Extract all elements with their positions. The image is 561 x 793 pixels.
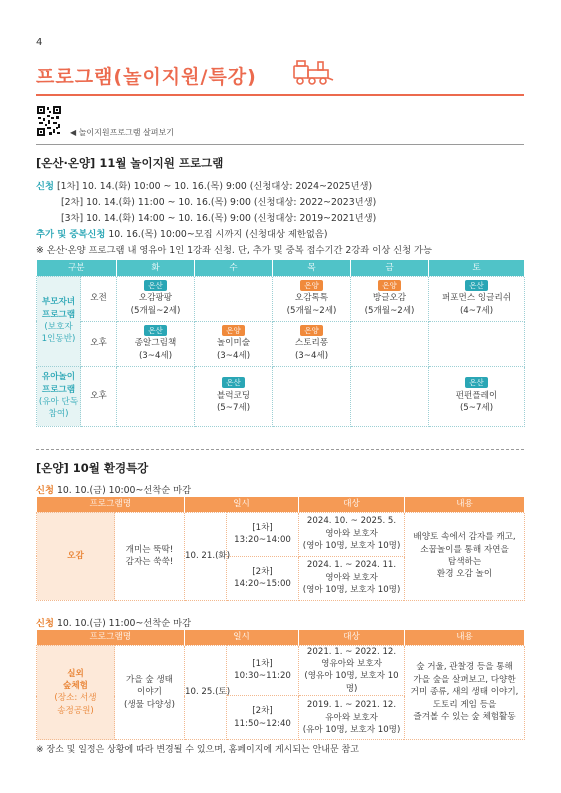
lecture1-table [36,497,525,601]
apply-text: 10. 10.(금) 10:00~선착순 마감 [56,485,192,496]
lecture-date: 10. 21.(화) [185,512,227,600]
col-header-datetime: 일시 [185,630,299,645]
lecture2-table [36,630,525,740]
session2-target: 2019. 1. ~ 2021. 12. 유아와 보호자 (유아 10명, 보호자 10명) [299,696,405,740]
apply-text: 10. 10.(금) 11:00~선착순 마감 [56,618,192,629]
session1-target: 2021. 1. ~ 2022. 12. 영유아와 보호자 (영유아 10명, 보호자 10명) [299,645,405,696]
program-age: (4~7세) [459,305,494,316]
train-icon [292,58,336,86]
program-age: (3~4세) [294,350,329,361]
lecture2-apply-line [36,615,191,629]
page-number: 4 [36,37,43,48]
time-am: 오전 [81,276,117,321]
col-header-thu: 목 [273,260,351,276]
col-header-program: 프로그램명 [37,497,185,512]
cell-g1-am-sat[interactable] [429,276,525,321]
col-header-target: 대상 [299,497,405,512]
apply-label: 신청 [36,181,54,192]
qr-link-label[interactable]: ◀ 놀이지원프로그램 살펴보기 [70,128,174,137]
lecture-place: (장소: 서생 송정공원) [54,693,97,716]
col-header-fri: 금 [351,260,429,276]
location-badge: 온양 [300,325,323,336]
extra-apply-line [36,226,327,240]
cell-g1-am-tue[interactable] [117,276,195,321]
program-age: (3~4세) [138,350,173,361]
col-header-wed: 수 [195,260,273,276]
location-badge: 온양 [300,280,323,291]
lecture-content: 배양토 속에서 감자를 캐고, 소꿉놀이를 통해 자연을 탐색하는 환경 오감 놀이 [405,512,525,600]
lecture1-apply-line [36,482,191,496]
group-title: 유아놀이 프로그램 [41,372,76,395]
time-pm: 오후 [81,366,117,426]
col-header-program: 프로그램명 [37,630,185,645]
section-divider [36,144,524,145]
program-age: (5개월~2세) [364,305,415,316]
session1-time: [1차] 13:20~14:00 [227,512,299,556]
lecture-content: 숲 거울, 관찰경 등을 통해 가을 숲을 살펴보고, 다양한 거미 종류, 새의 생태 이야기, 도토리 게임 등을 즐겨볼 수 있는 숲 체험활동 [405,645,525,740]
location-badge: 온양 [378,280,401,291]
session1-time: [1차] 10:30~11:20 [227,645,299,696]
program-name: 펀펀플레이 [455,390,498,401]
location-badge: 온산 [465,377,488,388]
lecture-name-cell [37,645,115,740]
qr-code-icon[interactable] [37,106,61,136]
cell-g1-am-fri[interactable] [351,276,429,321]
location-badge: 온산 [144,325,167,336]
lecture-name: 실외 숲체험 [63,668,88,691]
program-name: 방글오감 [372,293,407,304]
cell-g1-am-wed [195,276,273,321]
apply-label: 신청 [36,485,54,496]
cell-g1-pm-thu[interactable] [273,321,351,366]
group-child-play [37,366,81,426]
page-title: 프로그램(놀이지원/특강) [36,66,257,88]
program-age: (5개월~2세) [130,305,181,316]
group-parent-child [37,276,81,366]
bottom-note: ※ 장소 및 일정은 상황에 따라 변경될 수 있으며, 홈페이지에 게시되는 안내문 참고 [36,745,359,755]
group-title: 부모자녀 프로그램 [41,297,76,320]
table-row [37,512,525,556]
apply-line-1 [36,178,372,192]
cell-g1-pm-wed[interactable] [195,321,273,366]
location-badge: 온산 [222,377,245,388]
program-table [36,260,525,427]
cell-g1-am-thu[interactable] [273,276,351,321]
program-name: 스토리퐁 [294,338,329,349]
extra-apply-label: 추가 및 중복신청 [36,229,106,240]
table-row [37,366,525,426]
cell-g2-pm-thu [273,366,351,426]
cell-g2-pm-wed[interactable] [195,366,273,426]
location-badge: 온양 [222,325,245,336]
program-age: (5~7세) [459,403,494,414]
program-name: 놀이미술 [216,338,251,349]
program-name: 오감톡톡 [294,293,329,304]
table-row [37,276,525,321]
table-row [37,645,525,696]
apply-label: 신청 [36,618,54,629]
lecture-subtitle: 개미는 뚝딱! 감자는 쑥쑥! [115,512,185,600]
cell-g2-pm-tue [117,366,195,426]
lecture-date: 10. 25.(토) [185,645,227,740]
time-pm: 오후 [81,321,117,366]
col-header-sat: 토 [429,260,525,276]
apply-round-1: [1차] 10. 14.(화) 10:00 ~ 10. 16.(목) 9:00 (신청대상: 2024~2025년생) [56,181,373,192]
group-subtitle: (보호자 1인동반) [41,322,76,345]
program-age: (3~4세) [216,350,251,361]
cell-g2-pm-sat[interactable] [429,366,525,426]
program-name: 블럭코딩 [216,390,251,401]
session2-target: 2024. 1. ~ 2024. 11. 영아와 보호자 (영아 10명, 보호자 10명) [299,556,405,600]
apply-round-3: [3차] 10. 14.(화) 14:00 ~ 10. 16.(목) 9:00 (신청대상: 2019~2021년생) [61,213,377,224]
col-header-target: 대상 [299,630,405,645]
program-name: 종알그림책 [134,338,177,349]
cell-g1-pm-fri [351,321,429,366]
table-row [37,321,525,366]
col-header-content: 내용 [405,630,525,645]
location-badge: 온산 [144,280,167,291]
session2-time: [2차] 14:20~15:00 [227,556,299,600]
program-name: 오감팡팡 [138,293,173,304]
session1-target: 2024. 10. ~ 2025. 5. 영아와 보호자 (영아 10명, 보호자 10명) [299,512,405,556]
cell-g1-pm-sat [429,321,525,366]
section-divider [36,449,524,450]
location-badge: 온산 [465,280,488,291]
section1-heading: [온산·온양] 11월 놀이지원 프로그램 [36,156,224,170]
col-header-datetime: 일시 [185,497,299,512]
lecture-subtitle: 가을 숲 생태 이야기 (생물 다양성) [115,645,185,740]
cell-g2-pm-fri [351,366,429,426]
program-age: (5~7세) [216,403,251,414]
program-age: (5개월~2세) [286,305,337,316]
lecture-name: 오감 [37,512,115,600]
col-header-content: 내용 [405,497,525,512]
group-subtitle: (유아 단독 참여) [38,397,79,420]
extra-apply-text: 10. 16.(목) 10:00~모집 시까지 (신청대상 제한없음) [108,229,328,240]
session2-time: [2차] 11:50~12:40 [227,696,299,740]
section1-note: ※ 온산·온양 프로그램 내 영유아 1인 1강좌 신청. 단, 추가 및 중복 접수기간 2강좌 이상 신청 가능 [36,245,433,256]
program-name: 퍼포먼스 잉글리쉬 [441,293,512,304]
col-header-tue: 화 [117,260,195,276]
col-header-category: 구분 [37,260,117,276]
title-divider [36,94,524,96]
section2-heading: [온양] 10월 환경특강 [36,461,149,475]
cell-g1-pm-tue[interactable] [117,321,195,366]
apply-round-2: [2차] 10. 14.(화) 11:00 ~ 10. 16.(목) 9:00 (신청대상: 2022~2023년생) [61,197,377,208]
